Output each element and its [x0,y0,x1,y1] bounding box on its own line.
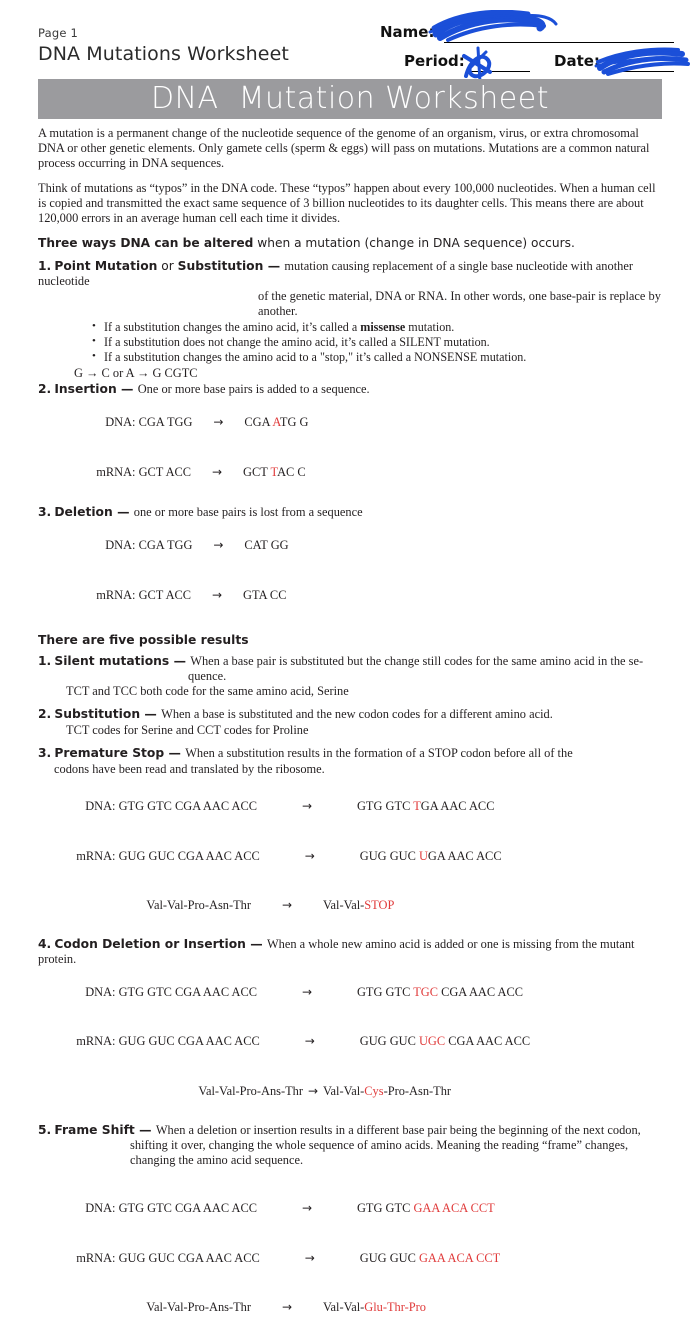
result-5-desc-1: When a deletion or insertion results in a different base pair being the beginning of the next codon, [155,1122,641,1137]
result-3-desc-1: When a substitution results in the formation of a STOP codon before all of the [185,746,573,761]
bullet-1-post: mutation. [405,319,455,334]
result-2-note: TCT codes for Serine and CCT codes for Proline [66,722,309,737]
frameshift-protein-arrow: → [281,1300,293,1315]
stop-mrna-arrow: → [304,848,315,863]
header-fields [376,20,676,72]
worksheet-subtitle: DNA Mutations Worksheet [38,43,289,65]
codon-dna-row [38,967,666,1017]
item-2-desc: One or more base pairs is added to a sequence. [137,382,370,397]
codon-dna-label: DNA: [85,984,119,999]
stop-protein-left: Val-Val-Pro-Asn-Thr [146,898,251,913]
result-4-dash: — [245,936,267,952]
frameshift-mrna-right-pre: GUG GUC [359,1250,419,1265]
stop-dna-arrow: → [301,799,313,814]
point-mutation-example: G → C or A → G CGTC [74,365,198,380]
insertion-mrna-label: mRNA: [96,464,139,479]
codon-mrna-row [38,1017,666,1067]
bullet-3-pre: If a substitution changes the amino acid to a "stop," it’s called a NONSENSE mutation. [104,350,527,365]
result-4-desc-1: When a whole new amino acid is added or one is missing from the mutant protein. [38,937,635,966]
result-2-dash: — [140,706,162,722]
result-5-desc-2: shifting it over, changing the whole sequence of amino acids. Meaning the reading “frame” changes, [130,1138,629,1153]
deletion-mrna-row [38,570,666,620]
main-title-banner [38,79,662,119]
stop-protein-right-pre: Val-Val- [322,898,365,913]
frameshift-mrna-left: GUG GUC CGA AAC ACC [118,1250,260,1265]
worksheet-body [38,126,666,1332]
insertion-dna-right-pre: CGA [244,415,273,430]
name-write-line[interactable] [444,42,674,43]
item-2-dash: — [116,381,138,397]
insertion-mrna-right-red: T [270,464,278,479]
name-scribble [428,10,568,46]
insertion-dna-left: CGA TGG [138,415,193,430]
period-date-row [376,46,676,72]
page-header [0,0,700,78]
result-item-4 [38,937,666,966]
result-item-3 [38,746,666,761]
three-ways-item-1 [38,259,666,288]
codon-dna-arrow: → [301,984,313,999]
codon-protein-right-red: Cys [364,1083,384,1098]
name-field-row [376,20,676,46]
item-1-desc-line-3: another. [258,304,298,318]
item-1-title-mid: or [157,259,178,274]
item-3-title: Deletion [54,504,113,519]
codon-protein-row [38,1066,666,1116]
result-1-note: TCT and TCC both code for the same amino acid, Serine [66,683,349,698]
results-heading: There are five possible results [38,632,249,647]
intro-paragraph-1: A mutation is a permanent change of the nucleotide sequence of the genome of an organism, virus, or extra chromosomal DNA or other genetic elements. Only gamete cells (sperm & eggs) will pass on mutations. Mutations are a common natural process occurring in DNA sequences. [38,126,650,171]
deletion-dna-right: CAT GG [244,538,289,552]
frameshift-dna-arrow: → [301,1201,313,1216]
insertion-mrna-row [38,447,666,497]
item-1-desc-line-2: of the genetic material, DNA or RNA. In other words, one base-pair is replace by [258,289,661,304]
deletion-mrna-right: GTA CC [243,587,287,602]
three-ways-heading-bold: Three ways DNA can be altered [38,236,254,251]
deletion-dna-left: CGA TGG [138,538,193,552]
result-5-title: Frame Shift [54,1122,135,1137]
frameshift-protein-right-pre: Val-Val- [322,1300,365,1315]
item-3-number: 3. [38,504,52,519]
codon-mrna-left: GUG GUC CGA AAC ACC [118,1034,260,1049]
stop-dna-row [38,782,666,832]
stop-mrna-left: GUG GUC CGA AAC ACC [118,848,260,863]
frameshift-dna-label: DNA: [85,1201,119,1216]
codon-mrna-right-pre: GUG GUC [359,1034,419,1049]
codon-mrna-right-post: CGA AAC ACC [445,1034,531,1049]
frameshift-dna-right-red: GAA ACA CCT [413,1201,495,1216]
result-1-desc-1: When a base pair is substituted but the change still codes for the same amino acid in the se- [190,653,644,668]
three-ways-heading [38,235,666,251]
item-2-title: Insertion [54,382,117,397]
codon-protein-right-pre: Val-Val- [322,1083,365,1098]
result-1-desc-2: quence. [188,669,227,684]
item-1-number: 1. [38,259,52,274]
result-4-number: 4. [38,937,52,952]
deletion-dna-row [38,521,666,571]
stop-protein-arrow: → [281,898,293,913]
date-scribble [594,46,694,78]
frameshift-dna-row [38,1184,666,1234]
item-3-desc: one or more base pairs is lost from a sequence [133,504,363,519]
deletion-dna-label: DNA: [105,538,139,552]
result-item-2 [38,707,666,722]
three-ways-heading-rest: when a mutation (change in DNA sequence) occurs. [253,236,575,251]
result-2-desc-1: When a base is substituted and the new codon codes for a different amino acid. [161,707,553,722]
insertion-mrna-arrow: → [212,464,223,479]
codon-dna-right-pre: GTG GTC [356,984,414,999]
result-item-5 [38,1123,666,1138]
result-3-desc-2: codons have been read and translated by the ribosome. [54,762,325,777]
insertion-mrna-left: GCT ACC [138,464,192,479]
stop-mrna-label: mRNA: [76,848,119,863]
date-write-line[interactable] [604,71,674,72]
stop-mrna-right-red: U [418,848,428,863]
codon-dna-left: GTG GTC CGA AAC ACC [118,984,257,999]
codon-mrna-label: mRNA: [76,1034,119,1049]
result-1-title: Silent mutations [54,653,170,668]
stop-protein-row [38,881,666,931]
deletion-mrna-arrow: → [212,587,223,602]
frameshift-protein-right-red: Glu-Thr-Pro [364,1300,426,1315]
stop-dna-right-red: T [413,799,421,814]
frameshift-dna-right-pre: GTG GTC [356,1201,414,1216]
frameshift-protein-left: Val-Val-Pro-Ans-Thr [146,1300,251,1315]
bullet-2-pre: If a substitution does not change the amino acid, it’s called a SILENT mutation. [104,335,490,349]
bullet-silent [92,335,666,349]
codon-protein-left: Val-Val-Pro-Ans-Thr [198,1083,303,1098]
item-1-desc-line-1: mutation causing replacement of a single base nucleotide with another nucleotide [38,259,633,288]
intro-paragraph-2: Think of mutations as “typos” in the DNA code. These “typos” happen about every 100,000 nucleotides. When a human cell is copied and transmitted the exact same sequence of 3 billion nucleotides to its daughter cells. This means there are about 120,000 errors in an average human cell each time it divides. [38,180,656,226]
date-label: Date: [554,52,600,70]
three-ways-item-3 [38,505,666,520]
point-mutation-bullets [38,320,666,365]
name-label: Name: [380,23,435,41]
insertion-dna-right-red: A [272,415,280,430]
three-ways-item-2 [38,382,666,397]
stop-protein-right-red: STOP [364,898,395,913]
deletion-dna-arrow: → [213,538,224,552]
result-5-number: 5. [38,1122,52,1137]
insertion-dna-right-post: TG G [279,415,309,430]
frameshift-mrna-arrow: → [304,1250,315,1265]
bullet-1-pre: If a substitution changes the amino acid, it’s called a [104,319,361,334]
frameshift-mrna-right-red: GAA ACA CCT [418,1250,501,1265]
main-title: DNA Mutation Worksheet [151,81,549,116]
result-2-number: 2. [38,707,52,722]
header-left-block [38,26,289,66]
item-1-title-a: Point Mutation [54,259,158,274]
insertion-dna-label: DNA: [105,415,139,430]
result-1-number: 1. [38,653,52,668]
codon-mrna-arrow: → [304,1034,315,1049]
frameshift-protein-row [38,1283,666,1332]
page-number: Page 1 [38,26,79,40]
result-2-title: Substitution [54,707,141,722]
result-3-number: 3. [38,746,52,761]
bullet-nonsense [92,350,666,364]
period-write-line[interactable] [468,71,530,72]
stop-dna-label: DNA: [85,799,119,814]
item-1-dash: — [263,258,285,274]
codon-protein-right-post: -Pro-Asn-Thr [383,1083,452,1098]
deletion-mrna-left: GCT ACC [138,587,192,602]
frameshift-dna-left: GTG GTC CGA AAC ACC [118,1201,257,1216]
insertion-mrna-right-post: AC C [277,464,306,479]
result-5-dash: — [134,1121,156,1137]
item-1-title-b: Substitution [177,259,264,274]
item-2-number: 2. [38,382,52,397]
stop-mrna-right-post: GA AAC ACC [427,848,502,863]
insertion-dna-arrow: → [213,415,224,430]
codon-dna-right-red: TGC [413,984,438,999]
item-3-dash: — [112,503,134,519]
result-item-1 [38,654,666,669]
insertion-dna-row [38,398,666,448]
bullet-missense [92,320,666,334]
stop-dna-left: GTG GTC CGA AAC ACC [118,799,257,814]
stop-mrna-row [38,831,666,881]
stop-mrna-right-pre: GUG GUC [359,848,419,863]
codon-protein-arrow: → [307,1083,319,1098]
frameshift-mrna-label: mRNA: [76,1250,119,1265]
result-1-dash: — [169,652,191,668]
bullet-1-bold: missense [360,319,406,334]
stop-dna-right-pre: GTG GTC [356,799,414,814]
result-5-desc-3: changing the amino acid sequence. [130,1153,304,1168]
insertion-mrna-right-pre: GCT [243,464,271,479]
codon-dna-right-post: CGA AAC ACC [438,984,524,999]
result-3-title: Premature Stop [54,746,165,761]
result-4-title: Codon Deletion or Insertion [54,937,246,952]
deletion-mrna-label: mRNA: [96,587,139,602]
stop-dna-right-post: GA AAC ACC [420,799,495,814]
period-label: Period: [404,52,465,70]
result-3-dash: — [164,745,186,761]
codon-mrna-right-red: UGC [418,1034,446,1049]
frameshift-mrna-row [38,1233,666,1283]
